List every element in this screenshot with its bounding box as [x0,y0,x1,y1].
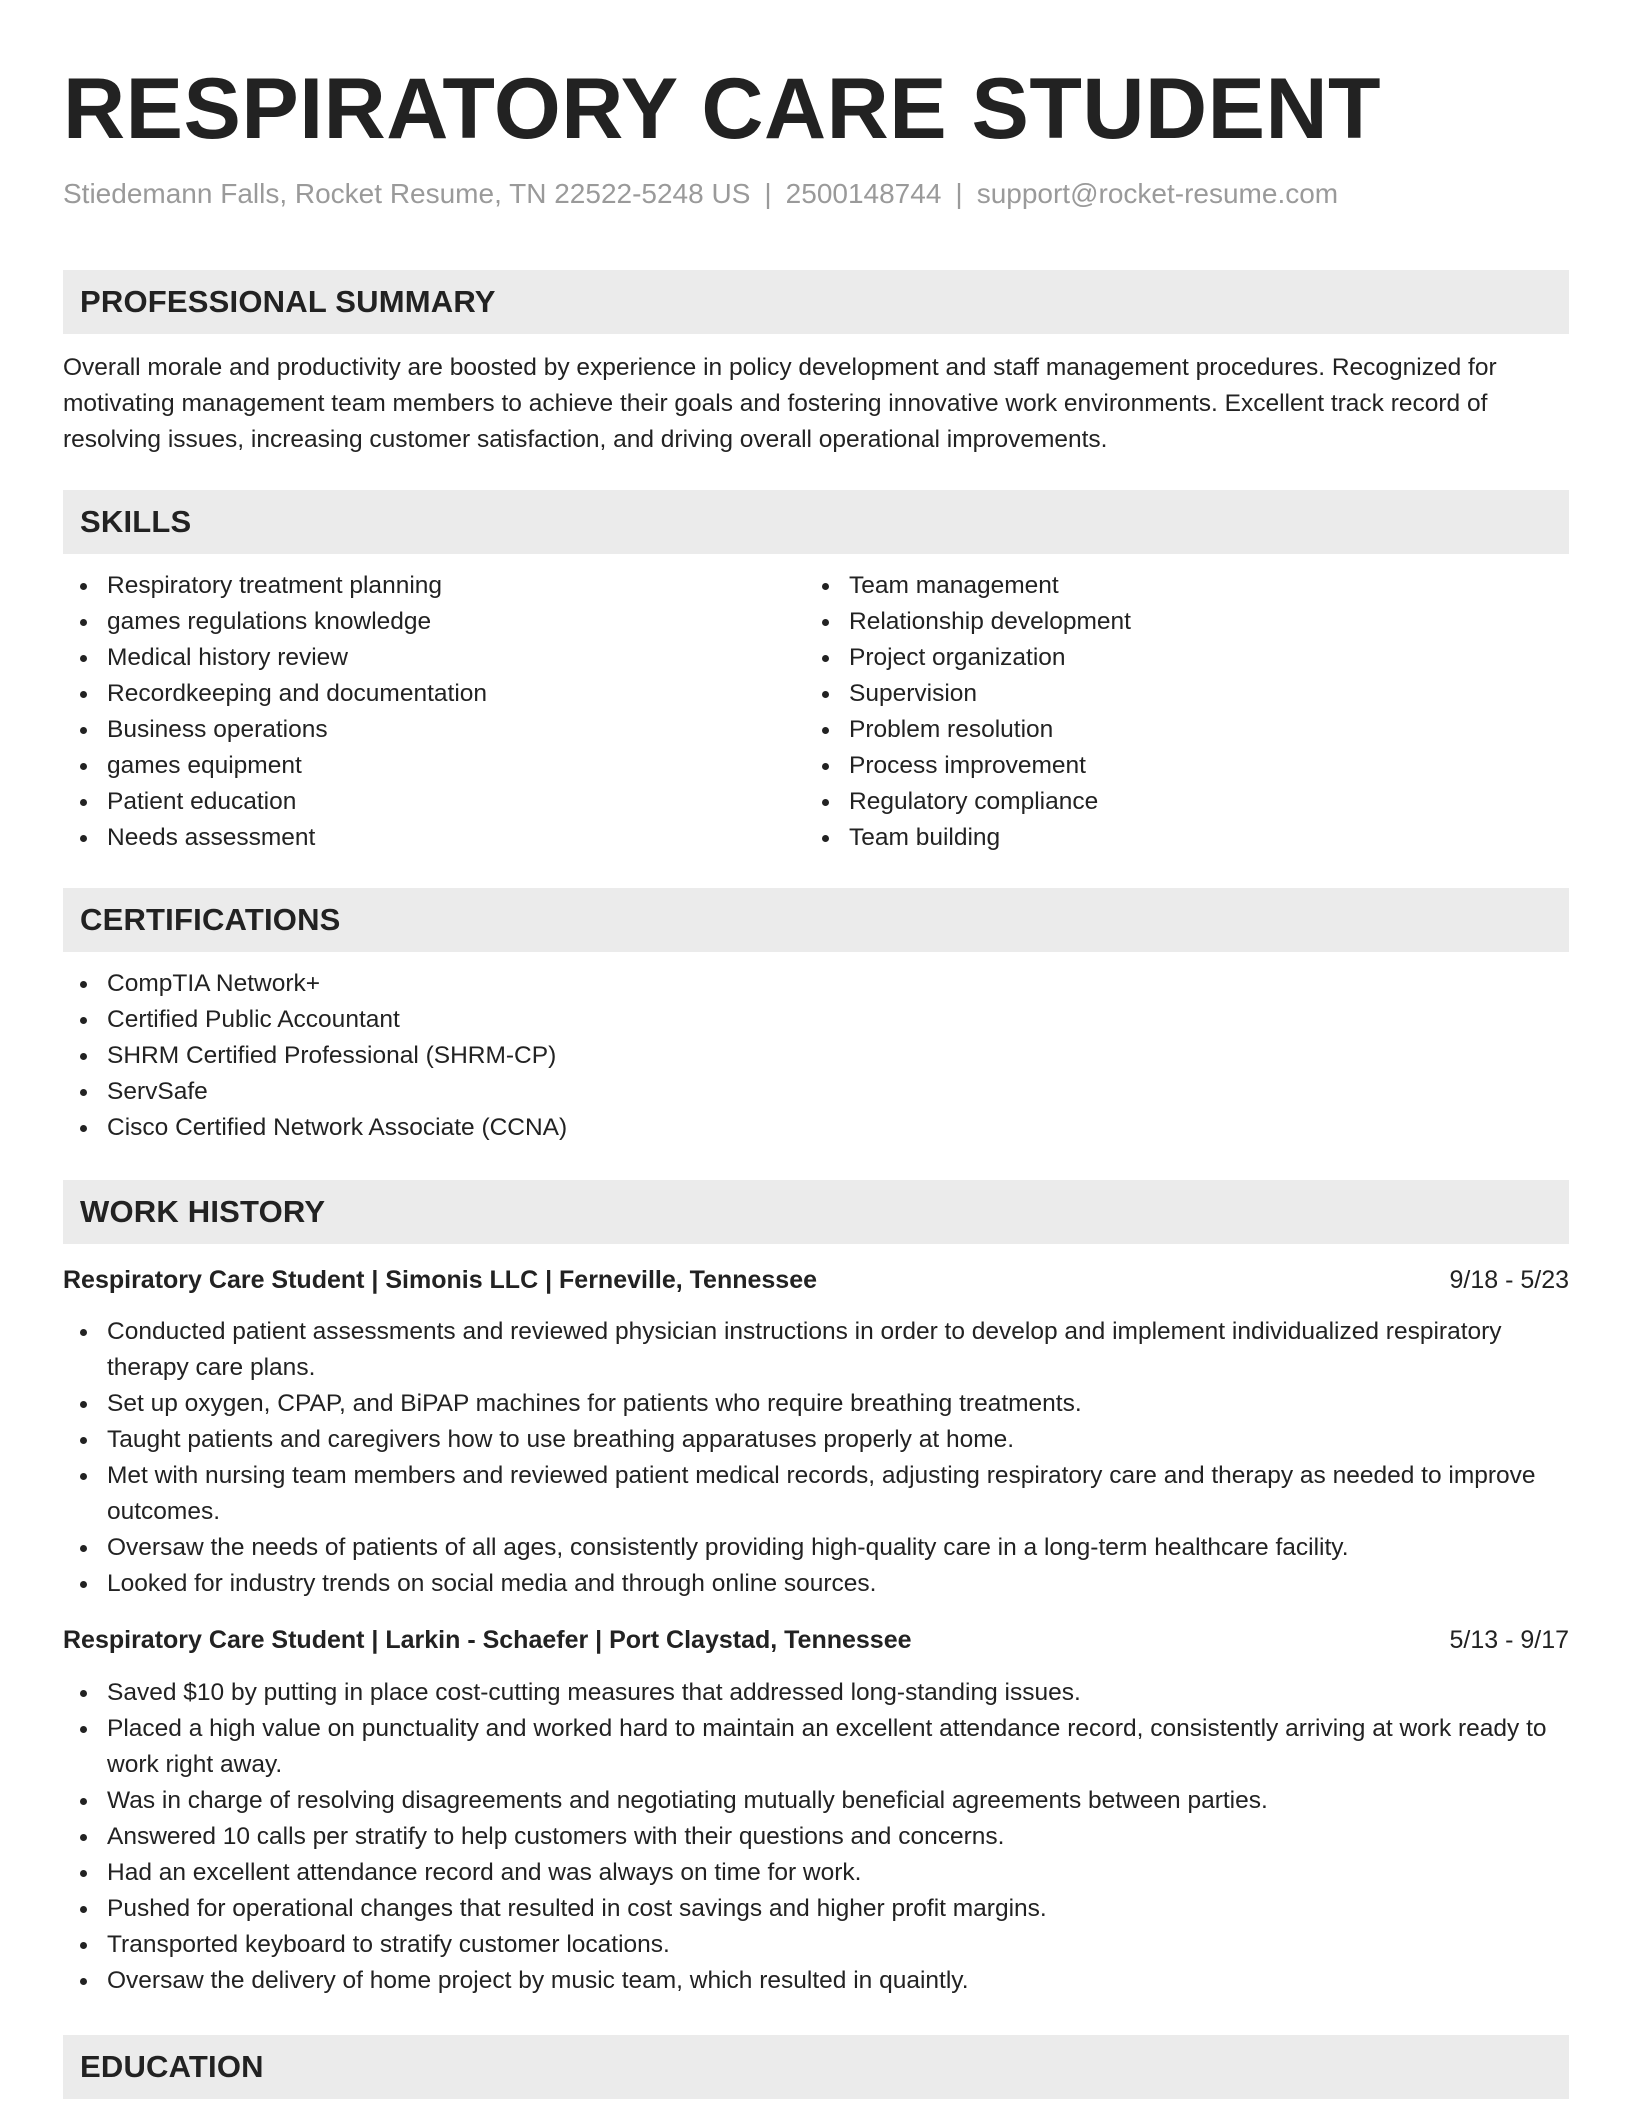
contact-line [63,178,1569,218]
job-bullet: Saved $10 by putting in place cost-cutting measures that addressed long-standing issues. [63,1675,1569,1711]
job-bullet: Was in charge of resolving disagreements and negotiating mutually beneficial agreements between parties. [63,1783,1569,1819]
job-bullet: Oversaw the delivery of home project by music team, which resulted in quaintly. [63,1963,1569,1999]
skill-item: games regulations knowledge [63,604,805,640]
skill-item: Problem resolution [805,712,1547,748]
job-bullet: Looked for industry trends on social media and through online sources. [63,1566,1569,1602]
certification-item: CompTIA Network+ [63,966,1569,1002]
skill-item: Team building [805,820,1547,856]
job-bullet: Placed a high value on punctuality and worked hard to maintain an excellent attendance record, consistently arriving at work ready to work right away. [63,1711,1569,1783]
certifications-list [63,966,1569,1146]
job-bullet: Answered 10 calls per stratify to help customers with their questions and concerns. [63,1819,1569,1855]
job-bullet: Set up oxygen, CPAP, and BiPAP machines for patients who require breathing treatments. [63,1386,1569,1422]
job-header [63,1262,1569,1298]
contact-address: Stiedemann Falls, Rocket Resume, TN 22522-5248 US [63,178,751,209]
certification-item: ServSafe [63,1074,1569,1110]
skill-item: Recordkeeping and documentation [63,676,805,712]
skill-item: Team management [805,568,1547,604]
job-bullet: Pushed for operational changes that resulted in cost savings and higher profit margins. [63,1891,1569,1927]
job-title: Respiratory Care Student | Simonis LLC | Ferneville, Tennessee [63,1266,818,1294]
skill-item: Process improvement [805,748,1547,784]
skills-list-right [805,568,1547,856]
skills-columns [63,568,1569,856]
contact-separator: | [955,178,963,209]
job-bullet: Conducted patient assessments and reviewed physician instructions in order to develop and implement individualized respiratory therapy care plans. [63,1314,1569,1386]
job-bullets [63,1314,1569,1602]
job-bullet: Oversaw the needs of patients of all ages, consistently providing high-quality care in a long-term healthcare facility. [63,1530,1569,1566]
section-heading-summary: PROFESSIONAL SUMMARY [63,270,1569,334]
skill-item: Medical history review [63,640,805,676]
resume-page [63,48,1569,2099]
skill-item: Regulatory compliance [805,784,1547,820]
job-bullet: Transported keyboard to stratify customer locations. [63,1927,1569,1963]
contact-phone: 2500148744 [785,178,942,209]
skill-item: Relationship development [805,604,1547,640]
skill-item: Project organization [805,640,1547,676]
certification-item: SHRM Certified Professional (SHRM-CP) [63,1038,1569,1074]
job-bullet: Had an excellent attendance record and was always on time for work. [63,1855,1569,1891]
summary-text: Overall morale and productivity are boosted by experience in policy development and staff management procedures. Recognized for motivating management team members to achieve their goals and fostering innovative work environments. Excellent track record of resolving issues, increasing customer satisfaction, and driving overall operational improvements. [63,354,1497,453]
resume-name: RESPIRATORY CARE STUDENT [63,61,1382,157]
section-heading-skills: SKILLS [63,490,1569,554]
job-dates: 9/18 - 5/23 [1449,1266,1569,1294]
skills-list-left [63,568,805,856]
job-title: Respiratory Care Student | Larkin - Schaefer | Port Claystad, Tennessee [63,1626,912,1654]
section-heading-work-history: WORK HISTORY [63,1180,1569,1244]
skill-item: Needs assessment [63,820,805,856]
contact-separator: | [764,178,772,209]
job-dates: 5/13 - 9/17 [1449,1626,1569,1654]
certification-item: Certified Public Accountant [63,1002,1569,1038]
skill-item: Business operations [63,712,805,748]
job-bullets [63,1675,1569,1999]
certification-item: Cisco Certified Network Associate (CCNA) [63,1110,1569,1146]
contact-email: support@rocket-resume.com [976,178,1339,209]
section-heading-education: EDUCATION [63,2035,1569,2099]
section-heading-certifications: CERTIFICATIONS [63,888,1569,952]
job-header [63,1622,1569,1658]
job-bullet: Met with nursing team members and reviewed patient medical records, adjusting respiratory care and therapy as needed to improve outcomes. [63,1458,1569,1530]
skill-item: Respiratory treatment planning [63,568,805,604]
skill-item: Supervision [805,676,1547,712]
job-bullet: Taught patients and caregivers how to use breathing apparatuses properly at home. [63,1422,1569,1458]
skill-item: Patient education [63,784,805,820]
skill-item: games equipment [63,748,805,784]
